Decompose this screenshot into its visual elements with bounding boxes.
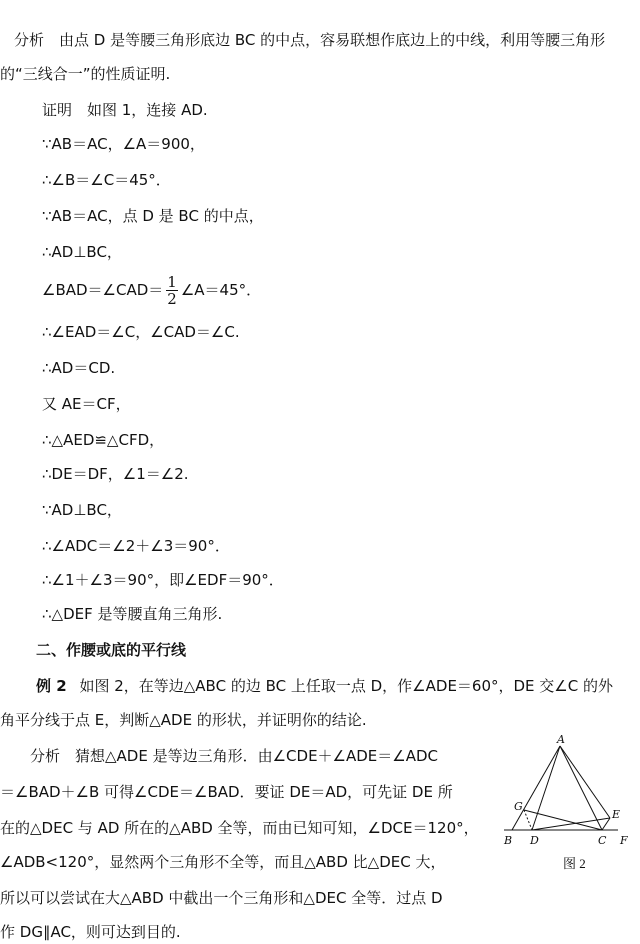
fraction-numerator: 1 xyxy=(167,273,177,291)
label-c: C xyxy=(598,834,607,847)
label-d: D xyxy=(530,834,539,847)
segment-ce xyxy=(602,818,610,830)
proof-step-7: ∴AD＝CD. xyxy=(42,359,116,377)
analysis2-line-5: 所以可以尝试在大△ABD 中截出一个三角形和△DEC 全等．过点 D xyxy=(0,889,443,907)
proof-step-3: ∵AB＝AC，点 D 是 BC 的中点， xyxy=(42,207,264,225)
example-2-text: 如图 2，在等边△ABC 的边 BC 上任取一点 D，作∠ADE＝60°，DE 交∠C 的外 xyxy=(79,677,613,695)
proof-step-5-left: ∠BAD＝∠CAD＝ xyxy=(42,281,164,299)
segment-ac xyxy=(560,746,602,830)
proof-step-10: ∴DE＝DF，∠1＝∠2. xyxy=(42,465,189,483)
analysis2-line-4: ∠ADB<120°，显然两个三角形不全等，而且△ABD 比△DEC 大， xyxy=(0,853,446,871)
proof-step-5-right: ∠A＝45°． xyxy=(180,281,262,299)
example-label: 例 2 xyxy=(36,677,67,695)
segment-de xyxy=(532,818,610,830)
label-b: B xyxy=(504,834,513,847)
analysis2-line-1: 分析 猜想△ADE 是等边三角形．由∠CDE＋∠ADE＝∠ADC xyxy=(30,747,439,765)
label-f: F xyxy=(620,834,628,847)
example-2-line-2: 角平分线于点 E，判断△ADE 的形状，并证明你的结论. xyxy=(0,711,367,729)
figure-2-caption: 图 2 xyxy=(563,856,586,871)
analysis-line-1: 分析 由点 D 是等腰三角形底边 BC 的中点，容易联想作底边上的中线，利用等腰三角形 xyxy=(14,31,606,49)
section-heading: 二、作腰或底的平行线 xyxy=(36,641,187,659)
example-2-line-1 xyxy=(36,676,613,696)
analysis2-line-3: 在的△DEC 与 AD 所在的△ABD 全等，而由已知可知，∠DCE＝120°， xyxy=(0,819,479,837)
proof-step-8: 又 AE＝CF， xyxy=(42,395,131,413)
label-g: G xyxy=(514,800,523,813)
analysis2-line-6: 作 DG∥AC，则可达到目的. xyxy=(0,923,181,941)
proof-step-13: ∴∠1＋∠3＝90°，即∠EDF＝90°． xyxy=(42,571,284,589)
proof-step-5 xyxy=(42,274,261,307)
label-e: E xyxy=(612,808,621,821)
proof-step-12: ∴∠ADC＝∠2＋∠3＝90°． xyxy=(42,537,230,555)
fraction-denominator: 2 xyxy=(167,290,177,308)
label-a: A xyxy=(557,734,565,746)
proof-step-14: ∴△DEF 是等腰直角三角形. xyxy=(42,605,223,623)
proof-step-1: ∵AB＝AC，∠A＝900， xyxy=(42,135,205,153)
proof-step-11: ∵AD⊥BC， xyxy=(42,501,122,519)
proof-step-4: ∴AD⊥BC， xyxy=(42,243,122,261)
segment-ae xyxy=(560,746,610,818)
proof-step-9: ∴△AED≌△CFD， xyxy=(42,431,165,449)
analysis2-line-2: ＝∠BAD＋∠B 可得∠CDE＝∠BAD．要证 DE＝AD，可先证 DE 所 xyxy=(0,783,453,801)
proof-heading: 证明 如图 1，连接 AD. xyxy=(42,101,208,119)
analysis-line-2: 的“三线合一”的性质证明. xyxy=(0,65,171,83)
proof-step-2: ∴∠B＝∠C＝45°． xyxy=(42,171,171,189)
one-half-fraction xyxy=(166,274,178,307)
segment-gd xyxy=(524,810,532,830)
proof-step-6: ∴∠EAD＝∠C，∠CAD＝∠C. xyxy=(42,323,240,341)
